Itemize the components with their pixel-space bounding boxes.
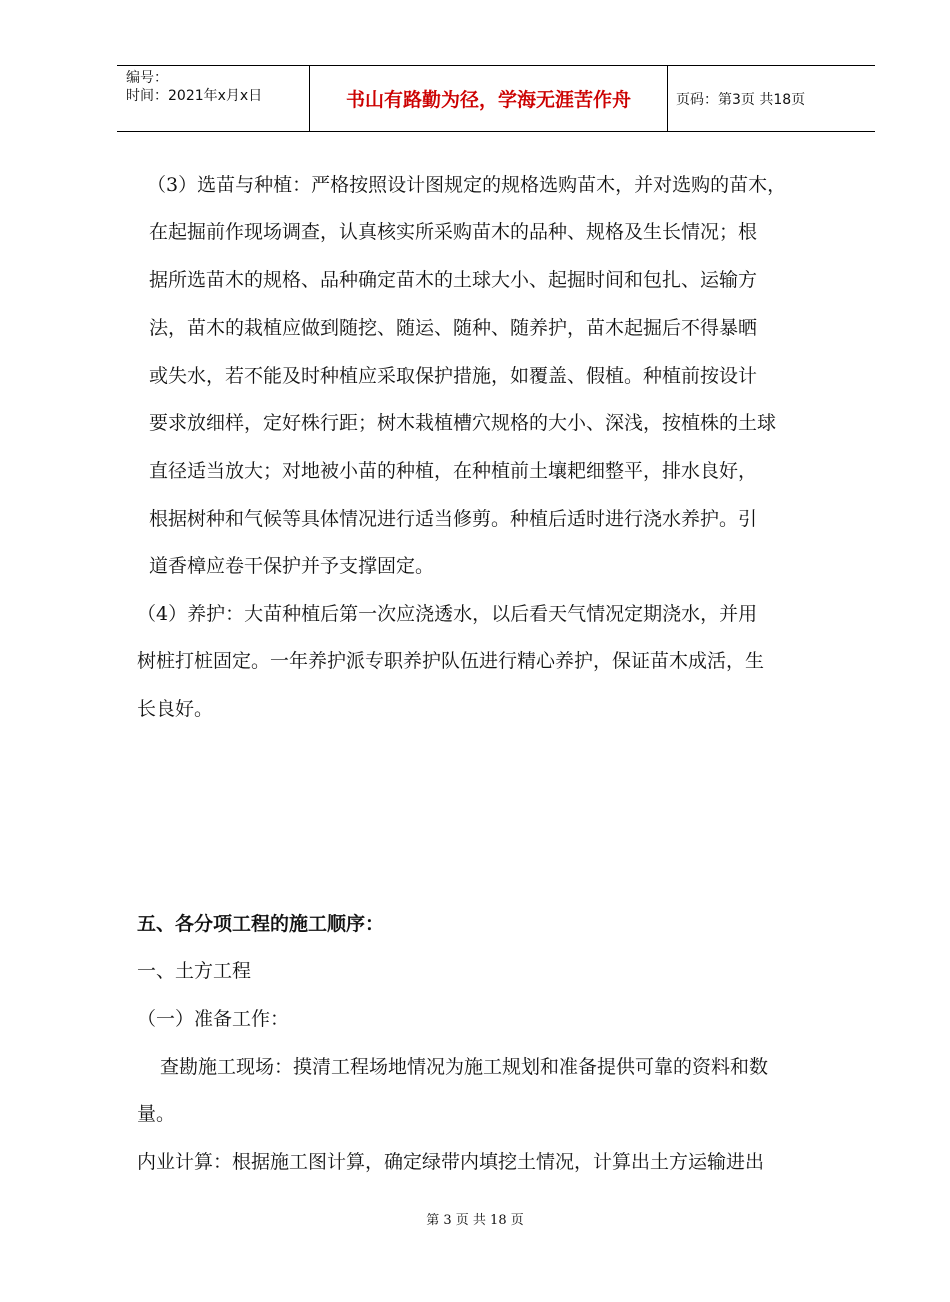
time-label: 时间：2021年x月x日 — [126, 88, 263, 104]
page-footer: 第 3 页 共 18 页 — [426, 1213, 524, 1228]
header-page-info: 页码：第3页 共18页 — [676, 91, 806, 108]
body-line-4: 法，苗木的栽植应做到随挖、随运、随种、随养护，苗木起掘后不得暴晒 — [149, 317, 758, 339]
body-line-13: 查勘施工现场：摸清工程场地情况为施工规划和准备提供可靠的资料和数 — [160, 1056, 769, 1078]
body-line-14: 量。 — [137, 1103, 176, 1125]
body-line-10: （4）养护：大苗种植后第一次应浇透水，以后看天气情况定期浇水，并用 — [137, 603, 758, 625]
body-line-7: 直径适当放大；对地被小苗的种植，在种植前土壤耙细整平，排水良好， — [149, 460, 758, 482]
body-line-1: （3）选苗与种植：严格按照设计图规定的规格选购苗木，并对选购的苗木， — [147, 174, 787, 196]
body-line-5: 或失水，若不能及时种植应采取保护措施，如覆盖、假植。种植前按设计 — [149, 365, 758, 387]
body-line-3: 据所选苗木的规格、品种确定苗木的土球大小、起掘时间和包扎、运输方 — [149, 269, 758, 291]
header-motto: 书山有路勤为径，学海无涯苦作舟 — [310, 66, 668, 131]
body-line-15: 内业计算：根据施工图计算，确定绿带内填挖土情况，计算出土方运输进出 — [137, 1151, 765, 1173]
body-line-9: 道香樟应卷干保护并予支撑固定。 — [149, 555, 435, 577]
body-line-8: 根据树种和气候等具体情况进行适当修剪。种植后适时进行浇水养护。引 — [149, 508, 758, 530]
document-header — [117, 65, 875, 132]
section-heading: 五、各分项工程的施工顺序： — [137, 913, 385, 935]
body-line-11: 树桩打桩固定。一年养护派专职养护队伍进行精心养护，保证苗木成活，生 — [137, 650, 765, 672]
sub-sub-heading: （一）准备工作： — [137, 1008, 290, 1030]
body-line-6: 要求放细样，定好株行距；树木栽植槽穴规格的大小、深浅，按植株的土球 — [149, 412, 777, 434]
header-meta — [117, 66, 310, 131]
number-label: 编号： — [126, 70, 168, 86]
body-line-12: 长良好。 — [137, 698, 214, 720]
body-line-2: 在起掘前作现场调查，认真核实所采购苗木的品种、规格及生长情况；根 — [149, 221, 758, 243]
sub-heading: 一、土方工程 — [137, 960, 252, 982]
